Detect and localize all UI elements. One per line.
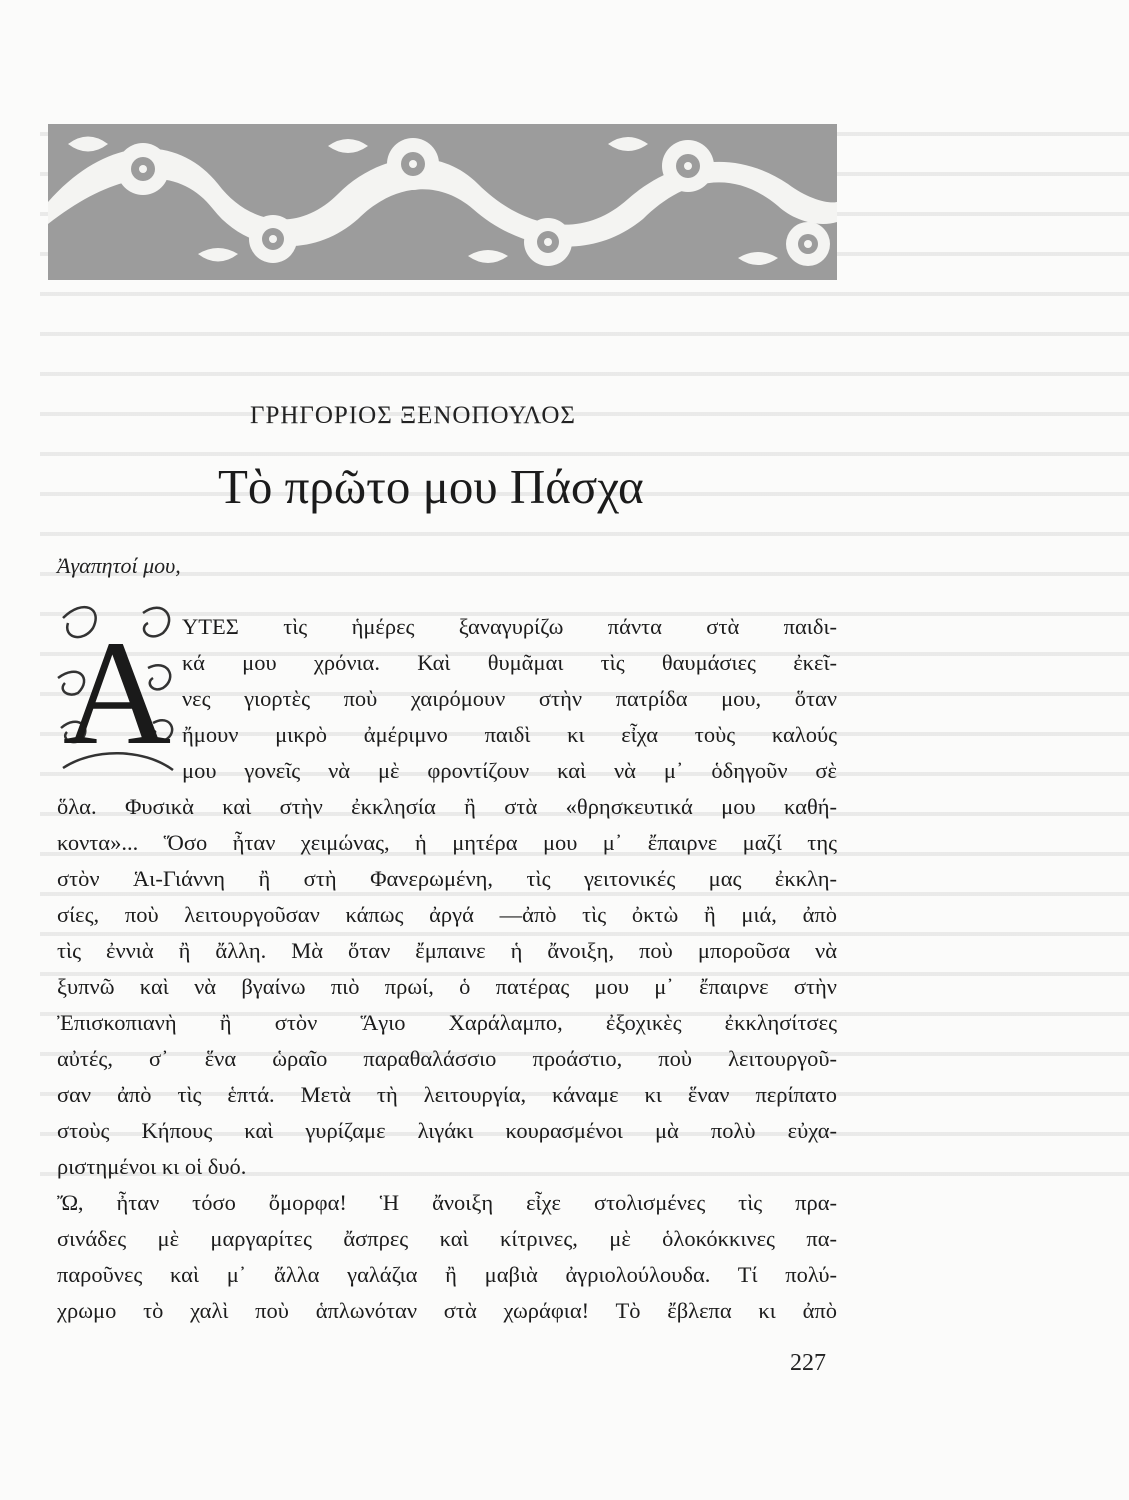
body-line: νες γιορτὲς ποὺ χαιρόμουν στὴν πατρίδα μου, ὅταν	[182, 686, 837, 711]
body-line: κοντα»... Ὅσο ἦταν χειμώνας, ἡ μητέρα μου μ᾽ ἔπαιρνε μαζί της	[57, 830, 837, 855]
body-line: ὅλα. Φυσικὰ καὶ στὴν ἐκκλησία ἢ στὰ «θρησκευτικά μου καθή-	[57, 794, 837, 819]
body-line: στοὺς Κήπους καὶ γυρίζαμε λιγάκι κουρασμένοι μὰ πολὺ εὐχα-	[57, 1118, 837, 1143]
body-line: ἤμουν μικρὸ ἀμέριμνο παιδὶ κι εἶχα τοὺς καλούς	[182, 722, 837, 747]
body-line: σαν ἀπὸ τὶς ἑπτά. Μετὰ τὴ λειτουργία, κάναμε κι ἕναν περίπατο	[57, 1082, 837, 1107]
body-line: ΥΤΕΣ τὶς ἡμέρες ξαναγυρίζω πάντα στὰ παιδι-	[182, 614, 837, 639]
salutation: Ἀγαπητοί μου,	[57, 553, 181, 578]
body-line: κά μου χρόνια. Καὶ θυμᾶμαι τὶς θαυμάσιες ἐκεῖ-	[182, 650, 837, 675]
dropcap-letter: Α	[62, 610, 172, 776]
author-name: ΓΡΗΓΟΡΙΟΣ ΞΕΝΟΠΟΥΛΟΣ	[250, 402, 576, 429]
body-line: Ἐπισκοπιανὴ ἢ στὸν Ἅγιο Χαράλαμπο, ἐξοχικὲς ἐκκλησίτσες	[57, 1010, 837, 1035]
body-line: παροῦνες καὶ μ᾽ ἄλλα γαλάζια ἢ μαβιὰ ἀγριολούλουδα. Τί πολύ-	[57, 1262, 837, 1287]
ornamental-header-band	[48, 124, 837, 280]
decorative-initial	[53, 598, 181, 780]
body-line: σίες, ποὺ λειτουργοῦσαν κάπως ἀργά —ἀπὸ τὶς ὀκτὼ ἢ μιά, ἀπὸ	[57, 902, 837, 927]
body-line: ξυπνῶ καὶ νὰ βγαίνω πιὸ πρωί, ὁ πατέρας μου μ᾽ ἔπαιρνε στὴν	[57, 974, 837, 999]
body-line: στὸν Ἁι-Γιάννη ἢ στὴ Φανερωμένη, τὶς γειτονικές μας ἐκκλη-	[57, 866, 837, 891]
body-line: ριστημένοι κι οἱ δυό.	[57, 1154, 247, 1179]
body-line: τὶς ἐννιὰ ἢ ἄλλη. Μὰ ὅταν ἔμπαινε ἡ ἄνοιξη, ποὺ μποροῦσα νὰ	[57, 938, 837, 963]
page-title: Τὸ πρῶτο μου Πάσχα	[218, 459, 644, 514]
body-line: σινάδες μὲ μαργαρίτες ἄσπρες καὶ κίτρινες, μὲ ὁλοκόκκινες πα-	[57, 1226, 837, 1251]
body-line: μου γονεῖς νὰ μὲ φροντίζουν καὶ νὰ μ᾽ ὁδηγοῦν σὲ	[182, 758, 837, 783]
body-line: αὐτές, σ᾽ ἕνα ὡραῖο παραθαλάσσιο προάστιο, ποὺ λειτουργοῦ-	[57, 1046, 837, 1071]
body-line: χρωμο τὸ χαλὶ ποὺ ἁπλωνόταν στὰ χωράφια! Τὸ ἔβλεπα κι ἀπὸ	[57, 1298, 837, 1323]
page-number: 227	[790, 1350, 826, 1376]
body-line: Ὤ, ἦταν τόσο ὄμορφα! Ἡ ἄνοιξη εἶχε στολισμένες τὶς πρα-	[57, 1190, 837, 1215]
